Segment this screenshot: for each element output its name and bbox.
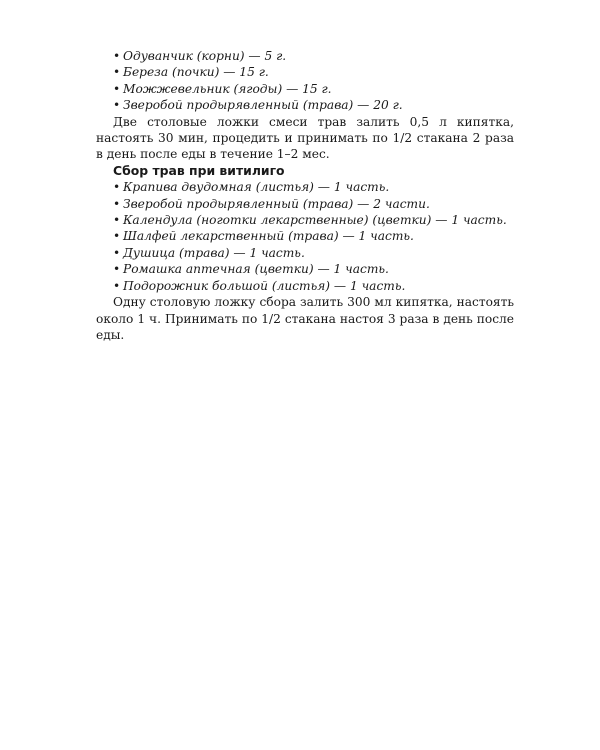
bullet-icon: •	[113, 49, 121, 63]
bullet-icon: •	[113, 196, 121, 211]
list-item	[96, 228, 514, 244]
bullet-icon: •	[113, 180, 121, 195]
list-item	[96, 278, 514, 294]
list-item-text: Одуванчик (корни) — 5 г.	[123, 49, 287, 63]
instructions-paragraph-2: Одну столовую ложку сбора залить 300 мл кипятка, настоять около 1 ч. Принимать по 1/2 стакана настоя 3 раза в день после еды.	[96, 295, 514, 342]
bullet-icon: •	[113, 262, 121, 277]
list-item-text: Зверобой продырявленный (трава) — 2 части.	[123, 196, 430, 211]
list-item	[96, 179, 514, 195]
bullet-icon: •	[113, 245, 121, 260]
list-item	[96, 81, 514, 97]
bullet-icon: •	[113, 98, 121, 113]
document-page	[96, 48, 514, 343]
list-item-text: Крапива двудомная (листья) — 1 часть.	[123, 180, 390, 195]
list-item-text: Душица (трава) — 1 часть.	[123, 245, 305, 260]
section-heading: Сбор трав при витилиго	[113, 162, 285, 178]
bullet-icon: •	[113, 213, 121, 228]
list-item-text: Подорожник большой (листья) — 1 часть.	[123, 278, 406, 293]
bullet-icon: •	[113, 65, 121, 80]
bullet-icon: •	[113, 229, 121, 244]
list-item-text: Календула (ноготки лекарственные) (цветки) — 1 часть.	[123, 213, 507, 228]
list-item	[96, 48, 514, 64]
herb-list-1	[96, 48, 514, 114]
herb-list-2	[96, 179, 514, 294]
list-item	[96, 245, 514, 261]
bullet-icon: •	[113, 278, 121, 293]
instructions-paragraph-1: Две столовые ложки смеси трав залить 0,5 л кипятка, настоять 30 мин, процедить и принимать по 1/2 стакана 2 раза в день после еды в течение 1–2 мес.	[96, 114, 514, 162]
list-item	[96, 97, 514, 113]
list-item	[96, 261, 514, 277]
list-item	[96, 196, 514, 212]
list-item-text: Шалфей лекарственный (трава) — 1 часть.	[123, 229, 414, 244]
list-item-text: Береза (почки) — 15 г.	[123, 65, 269, 80]
bullet-icon: •	[113, 81, 121, 96]
list-item	[96, 212, 514, 228]
list-item-text: Можжевельник (ягоды) — 15 г.	[123, 81, 332, 96]
list-item	[96, 64, 514, 80]
list-item-text: Зверобой продырявленный (трава) — 20 г.	[123, 98, 403, 113]
list-item-text: Ромашка аптечная (цветки) — 1 часть.	[123, 262, 389, 277]
